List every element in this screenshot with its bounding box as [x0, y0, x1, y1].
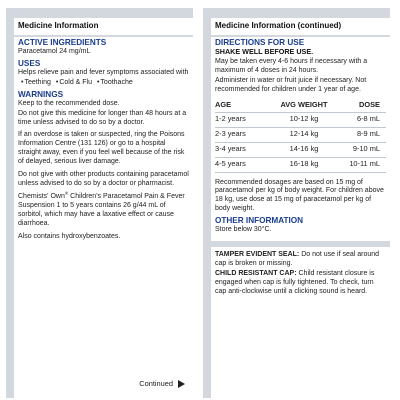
weight-cell: 16-18 kg — [289, 159, 319, 169]
uses-heading: USES — [18, 58, 41, 68]
warning-paragraph: Do not give with other products containing paracetamol unless advised to do so by a doctor or pharmacist. — [18, 171, 189, 187]
shake-well-text: SHAKE WELL BEFORE USE. — [215, 47, 314, 56]
storage-text: Store below 30°C. — [215, 226, 272, 234]
header-age: AGE — [215, 100, 232, 110]
directions-heading: DIRECTIONS FOR USE — [215, 38, 305, 47]
age-cell: 1-2 years — [215, 114, 246, 124]
bullet-item: •Toothache — [96, 78, 133, 86]
age-cell: 3-4 years — [215, 144, 246, 154]
hydroxybenzoates-text: Also contains hydroxybenzoates. — [18, 232, 121, 240]
left-panel-body — [14, 37, 193, 398]
child-resistant-label: CHILD RESISTANT CAP: — [215, 269, 297, 277]
registered-mark: ® — [64, 190, 69, 196]
dosage-table-header — [215, 100, 386, 113]
weight-cell: 10-12 kg — [289, 114, 319, 124]
bullet-dot-icon: • — [96, 78, 100, 86]
uses-text: Helps relieve pain and fever symptoms associated with — [18, 68, 189, 76]
right-panel-header: Medicine Information (continued) — [211, 18, 390, 35]
continued-indicator — [139, 379, 185, 388]
continued-label: Continued — [139, 379, 173, 388]
header-avg-weight: AVG WEIGHT — [280, 100, 328, 110]
weight-cell: 12-14 kg — [289, 129, 319, 139]
active-ingredients-text: Paracetamol 24 mg/mL — [18, 48, 91, 55]
warning-paragraph: Do not give this medicine for longer than 48 hours at a time unless advised to do so by a doctor. — [18, 109, 187, 126]
age-cell: 4-5 years — [215, 159, 246, 169]
dosage-table — [215, 100, 386, 173]
bullet-item: •Teething — [21, 78, 51, 86]
bullet-dot-icon: • — [21, 78, 24, 86]
directions-paragraph: May be taken every 4-6 hours if necessary with a maximum of 4 doses in 24 hours. — [215, 57, 368, 74]
bullet-item: •Cold & Flu — [55, 78, 93, 86]
age-cell: 2-3 years — [215, 129, 246, 139]
directions-paragraph: Administer in water or fruit juice if necessary. Not recommended for children under 1 year of age. — [215, 76, 367, 93]
active-ingredients-heading: ACTIVE INGREDIENTS — [18, 38, 107, 47]
dose-cell: 10-11 mL — [349, 159, 380, 169]
left-panel — [6, 8, 193, 398]
section-divider — [211, 241, 390, 247]
dosage-note: Recommended dosages are based on 15 mg of paracetamol per kg of body weight. For children above 18 kg, use dose at 15 mg of paracetamol per kg of body weight. — [215, 178, 384, 213]
sorbitol-paragraph: Chemists' Own® Children's Paracetamol Pain & Fever Suspension 1 to 5 years contains 26 g/44 mL of sorbitol, which may have a laxative effect or cause diarrhoea. — [18, 190, 185, 227]
left-panel-header: Medicine Information — [14, 18, 193, 35]
uses-bullet-list — [18, 79, 189, 88]
triangle-right-icon — [178, 380, 185, 388]
dose-cell: 8-9 mL — [356, 129, 380, 139]
header-dose: DOSE — [359, 100, 380, 110]
right-panel — [203, 8, 390, 398]
warning-paragraph: Keep to the recommended dose. — [18, 99, 120, 107]
table-row — [215, 128, 386, 143]
child-resistant-text: CHILD RESISTANT CAP: Child resistant closure is engaged when cap is fully tightened. To check, turn cap anti-clockwise until a clicking sound is heard. — [215, 269, 375, 295]
warning-paragraph: If an overdose is taken or suspected, ring the Poisons Information Centre (131 126) or go to a hospital straight away, even if you feel well because of the risk of delayed, serious liver damage. — [18, 131, 185, 166]
dose-cell: 6-8 mL — [356, 114, 380, 124]
table-row — [215, 113, 386, 128]
table-row — [215, 143, 386, 158]
tamper-label: TAMPER EVIDENT SEAL: — [215, 251, 300, 259]
bullet-dot-icon: • — [55, 78, 59, 86]
dose-cell: 9-10 mL — [352, 144, 380, 154]
right-panel-body — [211, 37, 390, 398]
table-row — [215, 158, 386, 173]
weight-cell: 14-16 kg — [289, 144, 319, 154]
warnings-heading: WARNINGS — [18, 89, 64, 99]
other-information-heading: OTHER INFORMATION — [215, 216, 304, 226]
tamper-evident-text: TAMPER EVIDENT SEAL: Do not use if seal around cap is broken or missing. — [215, 251, 380, 267]
